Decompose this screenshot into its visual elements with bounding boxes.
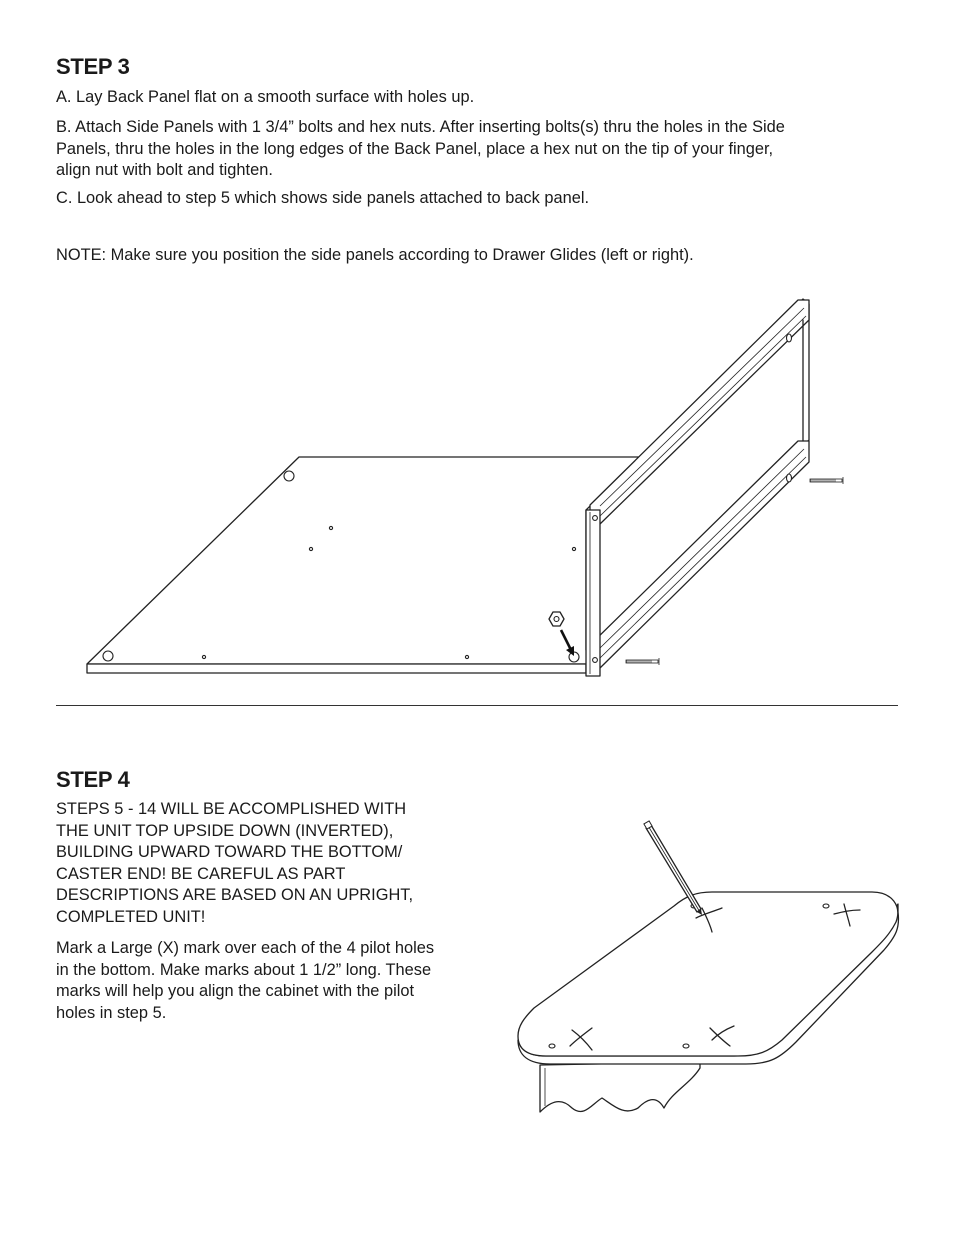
step3-b-line-2: Panels, thru the holes in the long edges of the Back Panel, place a hex nut on the tip of your finger, xyxy=(56,139,774,158)
unit-top-surface xyxy=(518,892,898,1056)
step3-b-line-3: align nut with bolt and tighten. xyxy=(56,161,273,179)
cabinet-body xyxy=(540,1062,700,1112)
step4-title: STEP 4 xyxy=(56,767,130,792)
pilot-hole xyxy=(823,904,829,908)
step4-instruction-line-2: in the bottom. Make marks about 1 1/2” long. These xyxy=(56,960,432,979)
step4-warning-line-3: BUILDING UPWARD TOWARD THE BOTTOM/ xyxy=(56,843,403,861)
pilot-hole xyxy=(683,1044,689,1048)
step4-warning-line-5: DESCRIPTIONS ARE BASED ON AN UPRIGHT, xyxy=(56,886,414,904)
pencil-icon xyxy=(644,821,702,915)
pilot-hole xyxy=(549,1044,555,1048)
step3-note: NOTE: Make sure you position the side panels according to Drawer Glides (left or right). xyxy=(56,246,694,264)
step3-b-line-1: B. Attach Side Panels with 1 3/4” bolts and hex nuts. After inserting bolts(s) thru the holes in the Side xyxy=(56,118,785,136)
step3-instruction-c: C. Look ahead to step 5 which shows side panels attached to back panel. xyxy=(56,189,590,207)
step4-instruction-line-3: marks will help you align the cabinet with the pilot xyxy=(56,982,415,1000)
step3-title: STEP 3 xyxy=(56,54,130,79)
step4-warning-line-6: COMPLETED UNIT! xyxy=(56,907,206,926)
step4-warning-line-1: STEPS 5 - 14 WILL BE ACCOMPLISHED WITH xyxy=(56,800,407,818)
step4-warning-line-4: CASTER END! BE CAREFUL AS PART xyxy=(56,864,346,883)
step4-instruction-line-4: holes in step 5. xyxy=(56,1003,167,1022)
step4-warning-line-2: THE UNIT TOP UPSIDE DOWN (INVERTED), xyxy=(56,821,394,840)
step4-instruction-line-1: Mark a Large (X) mark over each of the 4 pilot holes xyxy=(56,939,435,957)
step3-instruction-a: A. Lay Back Panel flat on a smooth surface with holes up. xyxy=(56,88,475,106)
